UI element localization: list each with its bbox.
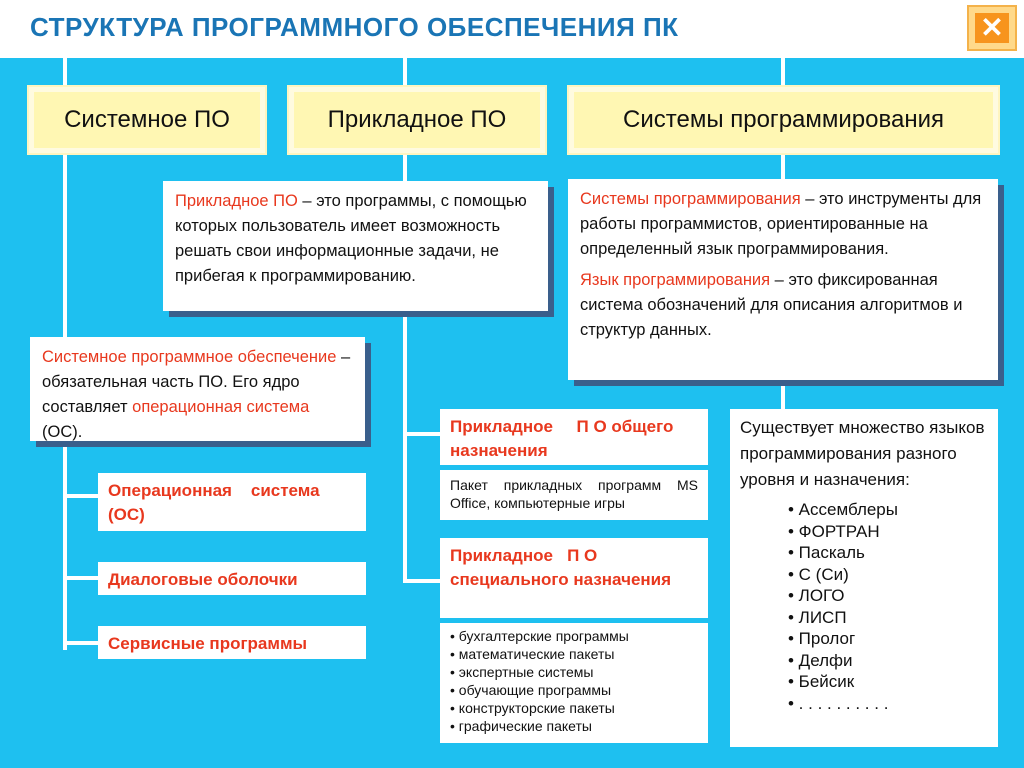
title-bar	[0, 0, 1024, 58]
system-item-shells	[98, 562, 366, 595]
applied-special-list	[440, 623, 708, 743]
system-definition	[30, 337, 365, 441]
programming-term: Системы программирования	[580, 190, 801, 208]
list-item: • бухгалтерские программы	[450, 628, 629, 644]
close-button[interactable]	[967, 5, 1017, 51]
category-applied	[287, 85, 547, 155]
list-item: • Паскаль	[788, 543, 865, 562]
language-definition	[580, 268, 986, 343]
branch-shells	[63, 576, 98, 580]
category-programming-label: Системы программирования	[574, 92, 993, 148]
programming-text: – это инструменты для работы программистов, ориентированные на определенный язык программирования.	[580, 190, 982, 258]
applied-special-items	[450, 627, 698, 735]
applied-special-title-text: Прикладное П О специального назначения	[450, 546, 672, 589]
list-item: • конструкторские пакеты	[450, 700, 615, 716]
system-text: – обязательная часть ПО. Его ядро составляет	[42, 348, 351, 416]
applied-text: – это программы, с помощью которых пользователь имеет возможность решать свои информационные задачи, не прибегая к программированию.	[175, 192, 527, 285]
list-item: • Делфи	[788, 650, 853, 670]
applied-special-title	[440, 538, 708, 618]
list-item: • . . . . . . . . . .	[788, 693, 889, 713]
list-item: • ЛИСП	[788, 607, 847, 627]
languages-box	[730, 409, 998, 747]
programming-definition	[568, 179, 998, 380]
language-text: – это фиксированная система обозначений для описания алгоритмов и структур данных.	[580, 271, 963, 339]
languages-intro: Существует множество языков программирования разного уровня и назначения:	[740, 418, 985, 489]
applied-term: Прикладное ПО	[175, 192, 298, 210]
diagram-canvas	[0, 58, 1024, 768]
applied-general-desc	[440, 470, 708, 520]
applied-general-desc-text: Пакет прикладных программ MS Office, компьютерные игры	[450, 477, 698, 511]
category-programming	[567, 85, 1000, 155]
applied-definition	[163, 181, 548, 311]
applied-general-title-text: Прикладное П О общего назначения	[450, 417, 679, 460]
connector-top-system	[63, 58, 67, 88]
branch-os	[63, 494, 98, 498]
system-item-os	[98, 473, 366, 531]
branch-service	[63, 641, 98, 645]
system-item-shells-label: Диалоговые оболочки	[108, 570, 298, 589]
list-item: • математические пакеты	[450, 646, 615, 662]
list-item: • Ассемблеры	[788, 500, 898, 519]
programming-definition-1	[580, 187, 986, 262]
close-icon: ✕	[975, 13, 1009, 43]
system-item-service-label: Сервисные программы	[108, 634, 308, 653]
category-system	[27, 85, 267, 155]
language-term: Язык программирования	[580, 271, 771, 289]
list-item: • ФОРТРАН	[788, 521, 880, 541]
list-item: • Пролог	[788, 629, 856, 648]
category-applied-label: Прикладное ПО	[294, 92, 540, 148]
languages-list	[788, 499, 988, 714]
connector-top-applied	[403, 58, 407, 88]
system-item-service	[98, 626, 366, 659]
list-item: • обучающие программы	[450, 682, 612, 698]
system-term: Системное программное обеспечение	[42, 348, 337, 366]
connector-top-programming	[781, 58, 785, 88]
system-item-os-label: Операционная система (ОС)	[108, 481, 325, 524]
list-item: • экспертные системы	[450, 664, 594, 680]
os-term: операционная система	[132, 398, 310, 416]
category-system-label: Системное ПО	[34, 92, 260, 148]
list-item: • С (Си)	[788, 564, 849, 584]
applied-general-title	[440, 409, 708, 465]
branch-general	[403, 432, 440, 436]
os-text: (ОС).	[42, 423, 83, 441]
branch-special	[403, 579, 440, 583]
list-item: • ЛОГО	[788, 586, 845, 605]
list-item: • Бейсик	[788, 672, 855, 691]
list-item: • графические пакеты	[450, 718, 592, 734]
page-title: СТРУКТУРА ПРОГРАММНОГО ОБЕСПЕЧЕНИЯ ПК	[30, 12, 679, 42]
